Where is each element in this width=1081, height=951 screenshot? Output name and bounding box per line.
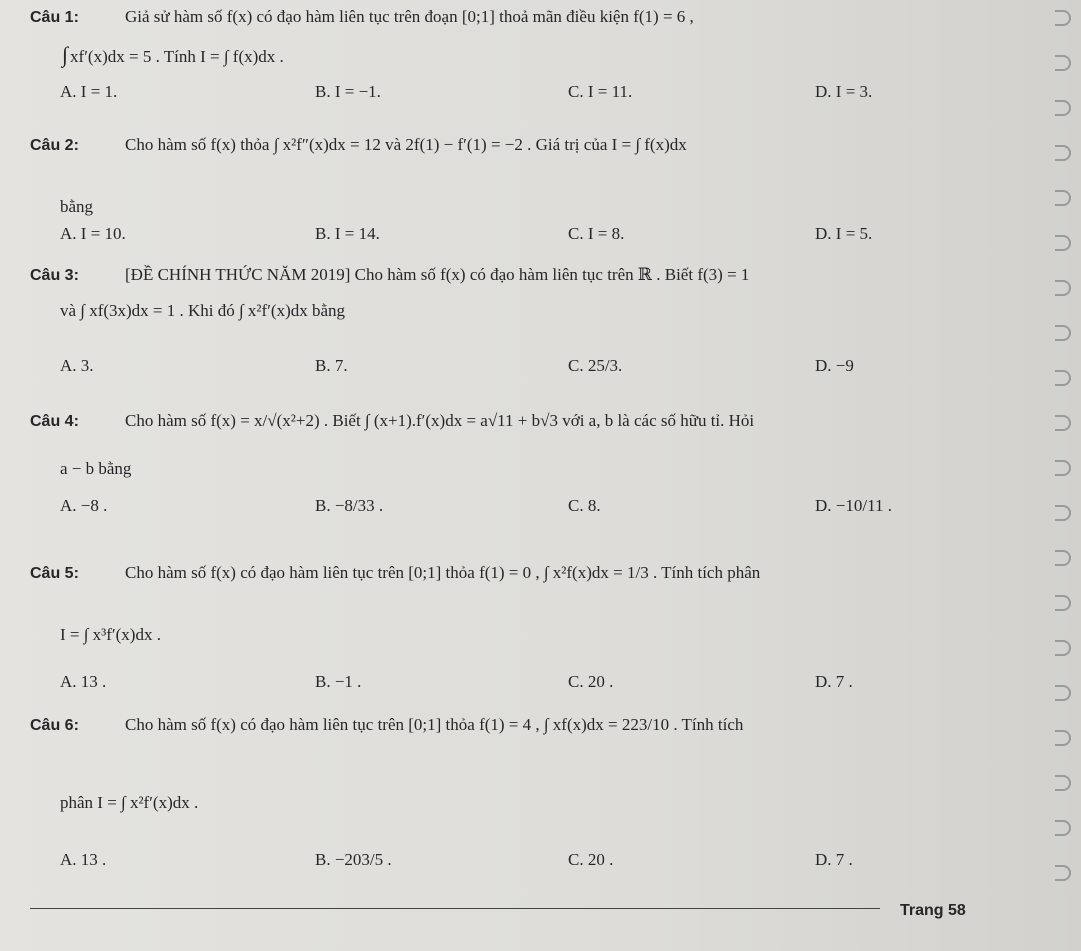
q6-answer-c: C. 20 . [568,850,614,869]
ring-icon [1055,550,1071,566]
ring-icon [1055,820,1071,836]
question-2-label: Câu 2: [30,137,79,154]
ring-icon [1055,460,1071,476]
q2-answer-d: D. I = 5. [815,224,873,243]
ring-icon [1055,145,1071,161]
question-6-line2: phân I = ∫ x²f′(x)dx . [60,793,199,812]
question-3-line1: [ĐỀ CHÍNH THỨC NĂM 2019] Cho hàm số f(x) có đạo hàm liên tục trên ℝ . Biết f(3) = 1 [125,265,750,284]
q6-answer-d: D. 7 . [815,850,853,869]
ring-icon [1055,865,1071,881]
question-2-line2: bằng [60,197,94,216]
ring-icon [1055,235,1071,251]
question-4-label: Câu 4: [30,413,79,430]
ring-icon [1055,370,1071,386]
q1-answer-b: B. I = −1. [315,82,381,101]
q6-answer-b: B. −203/5 . [315,850,392,869]
ring-icon [1055,595,1071,611]
q2-answer-b: B. I = 14. [315,224,380,243]
q1-answer-d: D. I = 3. [815,82,873,101]
q2-answer-a: A. I = 10. [60,224,126,243]
q3-answer-d: D. −9 [815,356,854,375]
question-5-line1: Cho hàm số f(x) có đạo hàm liên tục trên [0;1] thỏa f(1) = 0 , ∫ x²f(x)dx = 1/3 . Tính tích phân [125,563,761,582]
question-6 [30,714,743,737]
ring-icon [1055,640,1071,656]
question-3 [30,264,749,287]
question-1 [30,6,694,29]
ring-icon [1055,685,1071,701]
question-4-line2: a − b bằng [60,459,132,478]
question-4-line1: Cho hàm số f(x) = x/√(x²+2) . Biết ∫ (x+1).f′(x)dx = a√11 + b√3 với a, b là các số hữu tỉ. Hỏi [125,411,755,430]
ring-icon [1055,775,1071,791]
question-1-label: Câu 1: [30,9,79,26]
ring-icon [1055,280,1071,296]
question-1-line2-row [60,44,284,68]
q5-answer-b: B. −1 . [315,672,362,691]
q4-answer-c: C. 8. [568,496,601,515]
question-6-label: Câu 6: [30,717,79,734]
question-6-line1: Cho hàm số f(x) có đạo hàm liên tục trên [0;1] thỏa f(1) = 4 , ∫ xf(x)dx = 223/10 . Tính tích [125,715,744,734]
question-3-label: Câu 3: [30,267,79,284]
question-1-line1: Giả sử hàm số f(x) có đạo hàm liên tục trên đoạn [0;1] thoả mãn điều kiện f(1) = 6 , [125,7,694,26]
question-5 [30,562,760,585]
question-5-line2: I = ∫ x³f′(x)dx . [60,625,161,644]
integral-icon: ∫ [62,42,69,67]
q6-answer-a: A. 13 . [60,850,107,869]
q3-answer-a: A. 3. [60,356,94,375]
q4-answer-d: D. −10/11 . [815,496,892,515]
q5-answer-d: D. 7 . [815,672,853,691]
ring-icon [1055,415,1071,431]
q5-answer-a: A. 13 . [60,672,107,691]
ring-icon [1055,730,1071,746]
ring-icon [1055,55,1071,71]
question-5-label: Câu 5: [30,565,79,582]
question-2 [30,134,687,157]
q1-answer-c: C. I = 11. [568,82,633,101]
q4-answer-b: B. −8/33 . [315,496,384,515]
footer-rule [30,908,880,909]
q4-answer-a: A. −8 . [60,496,108,515]
ring-icon [1055,190,1071,206]
question-1-line2: xf′(x)dx = 5 . Tính I = ∫ f(x)dx . [70,47,284,66]
ring-icon [1055,505,1071,521]
page-number: Trang 58 [900,902,966,919]
question-4 [30,410,754,433]
q5-answer-c: C. 20 . [568,672,614,691]
ring-icon [1055,10,1071,26]
q3-answer-b: B. 7. [315,356,348,375]
ring-icon [1055,100,1071,116]
q3-answer-c: C. 25/3. [568,356,623,375]
ring-icon [1055,325,1071,341]
q2-answer-c: C. I = 8. [568,224,625,243]
question-3-line2: và ∫ xf(3x)dx = 1 . Khi đó ∫ x²f′(x)dx bằng [60,301,346,320]
q1-answer-a: A. I = 1. [60,82,118,101]
question-2-line1: Cho hàm số f(x) thỏa ∫ x²f″(x)dx = 12 và 2f(1) − f′(1) = −2 . Giá trị của I = ∫ f(x)dx [125,135,687,154]
